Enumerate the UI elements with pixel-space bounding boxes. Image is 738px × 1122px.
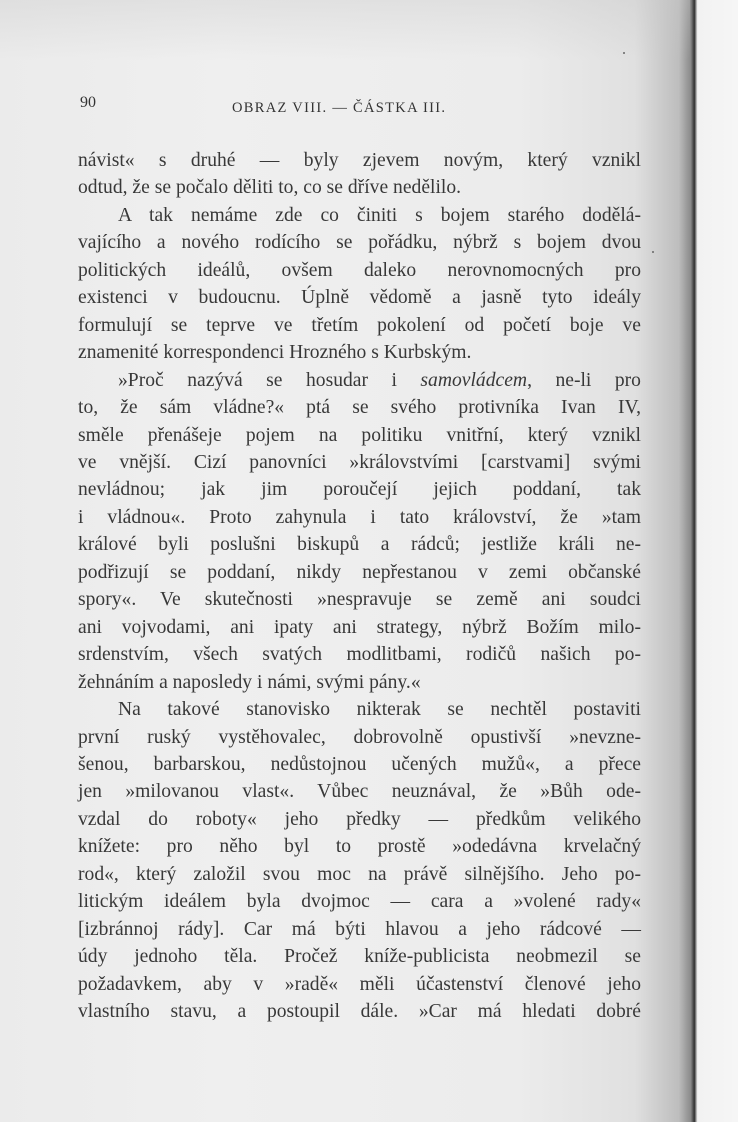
text-line: knížete: pro něho byl to prostě »odedávna krvelačný [78,836,641,858]
paragraph-start-line: Na takové stanovisko nikterak se nechtěl postaviti [118,699,641,721]
text-line: směle přenášeje pojem na politiku vnitřní, který vznikl [78,424,641,446]
running-head: OBRAZ VIII. — ČÁSTKA III. [232,100,447,116]
text-line: ani vojvodami, ani ipaty ani strategy, nýbrž Božím milo- [78,616,641,638]
paragraph-start-line [78,367,641,394]
text-line: vlastního stavu, a postoupil dále. »Car má hledati dobré [78,1001,641,1023]
text-line: požadavkem, aby v »radě« měli účastenství členové jeho [78,973,641,995]
body-text [78,147,641,1026]
text-line: podřizují se poddaní, nikdy nepřestanou v zemi občanské [78,561,641,583]
text-line: vzdal do roboty« jeho předky — předkům velikého [78,808,641,830]
text-line: odtud, že se počalo děliti to, co se dříve nedělilo. [78,177,462,199]
text-line: srdenstvím, všech svatých modlitbami, rodičů našich po- [78,644,641,666]
italic-term: samovládcem [420,369,528,391]
page-number: 90 [80,94,96,111]
text-line: spory«. Ve skutečnosti »nespravuje se země ani soudci [78,589,641,611]
text-line: formulují se teprve ve třetím pokolení od početí boje ve [78,314,641,336]
text-line: králové byli poslušni biskupů a rádců; jestliže králi ne- [78,534,641,556]
text-line: žehnáním a naposledy i námi, svými pány.« [78,671,421,693]
page-shading [0,0,690,60]
text-line: existenci v budoucnu. Úplně vědomě a jasně tyto ideály [78,287,641,309]
text-line: rod«, který založil svou moc na právě silnějšího. Jeho po- [78,863,641,885]
text-segment: »Proč nazývá se hosudar i [118,369,421,391]
paragraph-start-line: A tak nemáme zde co činiti s bojem starého dodělá- [118,204,641,226]
text-line: znamenité korrespondenci Hrozného s Kurbským. [78,342,472,364]
text-line: i vládnou«. Proto zahynula i tato království, že »tam [78,506,641,528]
text-line: politických ideálů, ovšem daleko nerovnomocných pro [78,259,641,281]
paper-speck [652,251,654,253]
text-line: jen »milovanou vlast«. Vůbec neuznával, že »Bůh ode- [78,781,641,803]
text-line: to, že sám vládne?« ptá se svého protivníka Ivan IV, [78,397,641,419]
text-segment: , ne-li pro [527,369,641,391]
text-line: ve vnější. Cizí panovníci »královstvími [carstvami] svými [78,451,641,473]
text-line: [izbránnoj rády]. Car má býti hlavou a jeho rádcové — [78,918,641,940]
text-line: šenou, barbarskou, nedůstojnou učených mužů«, a přece [78,753,641,775]
paper-speck [623,52,625,54]
text-line: nevládnou; jak jim poroučejí jejich poddaní, tak [78,479,641,501]
text-line: údy jednoho těla. Pročež kníže-publicista neobmezil se [78,946,641,968]
text-line: první ruský vystěhovalec, dobrovolně opustivší »nevzne- [78,726,641,748]
text-line: vajícího a nového rodícího se pořádku, nýbrž s bojem dvou [78,232,641,254]
text-line: litickým ideálem byla dvojmoc — cara a »volené rady« [78,891,641,913]
text-line: návist« s druhé — byly zjevem novým, který vznikl [78,150,641,171]
